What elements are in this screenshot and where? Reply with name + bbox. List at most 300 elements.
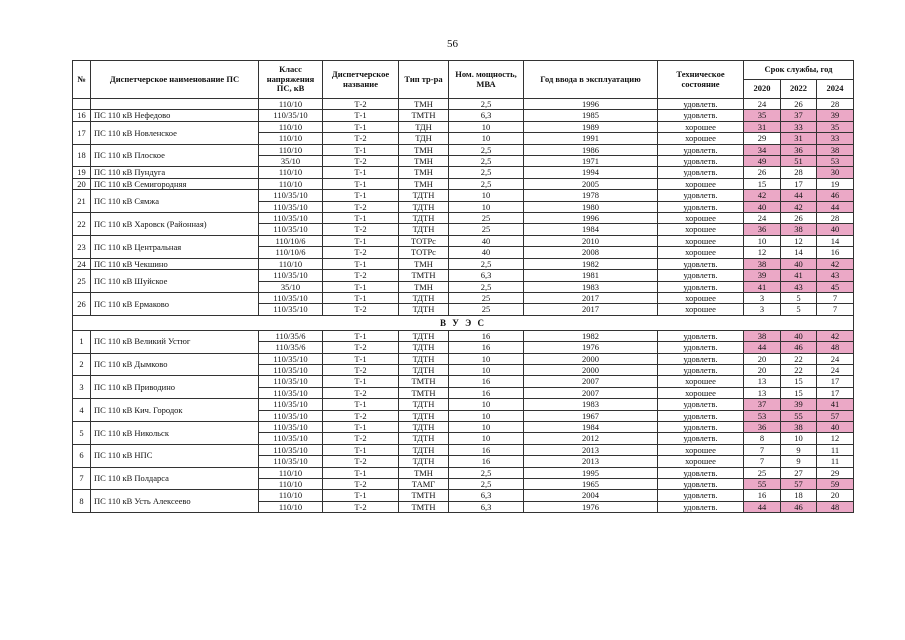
service-2020-cell: 36 <box>744 421 781 432</box>
disp-name-cell: Т-1 <box>323 281 399 292</box>
substation-number: 7 <box>73 467 91 490</box>
table-row <box>73 110 854 121</box>
substation-name: ПС 110 кВ Усть Алексеево <box>91 490 259 513</box>
year-cell: 2000 <box>524 353 658 364</box>
service-2022-cell: 10 <box>781 433 817 444</box>
power-cell: 16 <box>449 444 524 455</box>
power-cell: 16 <box>449 456 524 467</box>
service-2022-cell: 43 <box>781 281 817 292</box>
disp-name-cell: Т-1 <box>323 353 399 364</box>
service-2024-cell: 30 <box>817 167 854 178</box>
type-cell: ТДТН <box>399 353 449 364</box>
voltage-cell: 110/35/10 <box>259 304 323 315</box>
state-cell: хорошее <box>658 304 744 315</box>
section-label: В У Э С <box>73 315 854 330</box>
service-2020-cell: 24 <box>744 213 781 224</box>
disp-name-cell: Т-2 <box>323 456 399 467</box>
voltage-cell: 110/10 <box>259 144 323 155</box>
substation-number: 20 <box>73 178 91 189</box>
state-cell: удовлетв. <box>658 156 744 167</box>
service-2020-cell: 20 <box>744 353 781 364</box>
power-cell: 10 <box>449 133 524 144</box>
disp-name-cell: Т-1 <box>323 376 399 387</box>
voltage-cell: 110/35/10 <box>259 353 323 364</box>
substation-number: 1 <box>73 330 91 353</box>
service-2020-cell: 20 <box>744 364 781 375</box>
header-state: Техническое состояние <box>658 61 744 99</box>
type-cell: ТДТН <box>399 399 449 410</box>
service-2024-cell: 33 <box>817 133 854 144</box>
service-2022-cell: 22 <box>781 353 817 364</box>
state-cell: хорошее <box>658 387 744 398</box>
disp-name-cell: Т-2 <box>323 99 399 110</box>
service-2020-cell: 7 <box>744 444 781 455</box>
table-row <box>73 399 854 410</box>
year-cell: 1976 <box>524 342 658 353</box>
disp-name-cell: Т-1 <box>323 110 399 121</box>
year-cell: 2007 <box>524 376 658 387</box>
service-2020-cell: 13 <box>744 376 781 387</box>
service-2020-cell: 7 <box>744 456 781 467</box>
table-row <box>73 444 854 455</box>
service-2020-cell: 13 <box>744 387 781 398</box>
table-row <box>73 292 854 303</box>
power-cell: 10 <box>449 364 524 375</box>
year-cell: 1984 <box>524 421 658 432</box>
voltage-cell: 110/35/10 <box>259 376 323 387</box>
voltage-cell: 110/35/10 <box>259 201 323 212</box>
voltage-cell: 110/35/10 <box>259 270 323 281</box>
service-2022-cell: 5 <box>781 292 817 303</box>
substation-table-container <box>72 60 853 513</box>
type-cell: ТАМГ <box>399 479 449 490</box>
disp-name-cell: Т-2 <box>323 387 399 398</box>
substation-number: 26 <box>73 292 91 315</box>
service-2024-cell: 44 <box>817 201 854 212</box>
type-cell: ТМН <box>399 144 449 155</box>
service-2024-cell: 53 <box>817 156 854 167</box>
disp-name-cell: Т-1 <box>323 258 399 269</box>
service-2024-cell: 39 <box>817 110 854 121</box>
type-cell: ТОТРс <box>399 247 449 258</box>
power-cell: 10 <box>449 399 524 410</box>
power-cell: 25 <box>449 304 524 315</box>
type-cell: ТДН <box>399 133 449 144</box>
state-cell: удовлетв. <box>658 467 744 478</box>
voltage-cell: 35/10 <box>259 281 323 292</box>
substation-name: ПС 110 кВ Великий Устюг <box>91 330 259 353</box>
service-2024-cell: 59 <box>817 479 854 490</box>
service-2022-cell: 28 <box>781 167 817 178</box>
disp-name-cell: Т-2 <box>323 156 399 167</box>
voltage-cell: 110/10 <box>259 133 323 144</box>
substation-name: ПС 110 кВ Плоское <box>91 144 259 167</box>
header-type: Тип тр-ра <box>399 61 449 99</box>
service-2022-cell: 36 <box>781 144 817 155</box>
power-cell: 25 <box>449 213 524 224</box>
disp-name-cell: Т-1 <box>323 213 399 224</box>
substation-number: 22 <box>73 213 91 236</box>
year-cell: 2008 <box>524 247 658 258</box>
service-2024-cell: 42 <box>817 258 854 269</box>
voltage-cell: 110/35/10 <box>259 190 323 201</box>
type-cell: ТДТН <box>399 456 449 467</box>
service-2022-cell: 40 <box>781 330 817 341</box>
power-cell: 10 <box>449 421 524 432</box>
year-cell: 2004 <box>524 490 658 501</box>
service-2024-cell: 45 <box>817 281 854 292</box>
service-2022-cell: 26 <box>781 99 817 110</box>
service-2020-cell: 38 <box>744 330 781 341</box>
substation-name: ПС 110 кВ Шуйское <box>91 270 259 293</box>
power-cell: 2,5 <box>449 281 524 292</box>
disp-name-cell: Т-1 <box>323 467 399 478</box>
voltage-cell: 110/35/10 <box>259 444 323 455</box>
table-row <box>73 467 854 478</box>
service-2020-cell: 3 <box>744 292 781 303</box>
service-2022-cell: 46 <box>781 342 817 353</box>
year-cell: 1991 <box>524 133 658 144</box>
disp-name-cell: Т-2 <box>323 342 399 353</box>
state-cell: удовлетв. <box>658 399 744 410</box>
disp-name-cell: Т-1 <box>323 292 399 303</box>
service-2020-cell: 40 <box>744 201 781 212</box>
service-2024-cell: 35 <box>817 121 854 132</box>
service-2020-cell: 42 <box>744 190 781 201</box>
service-2022-cell: 55 <box>781 410 817 421</box>
service-2024-cell: 28 <box>817 99 854 110</box>
substation-number: 19 <box>73 167 91 178</box>
state-cell: удовлетв. <box>658 479 744 490</box>
service-2024-cell: 17 <box>817 387 854 398</box>
state-cell: удовлетв. <box>658 167 744 178</box>
substation-number: 17 <box>73 121 91 144</box>
power-cell: 2,5 <box>449 479 524 490</box>
service-2024-cell: 11 <box>817 456 854 467</box>
substation-name: ПС 110 кВ Приводино <box>91 376 259 399</box>
power-cell: 10 <box>449 353 524 364</box>
service-2022-cell: 41 <box>781 270 817 281</box>
state-cell: хорошее <box>658 213 744 224</box>
header-year: Год ввода в эксплуатацию <box>524 61 658 99</box>
substation-name: ПС 110 кВ НПС <box>91 444 259 467</box>
substation-name: ПС 110 кВ Ермаково <box>91 292 259 315</box>
voltage-cell: 110/35/6 <box>259 342 323 353</box>
service-2020-cell: 41 <box>744 281 781 292</box>
disp-name-cell: Т-2 <box>323 304 399 315</box>
substation-number: 6 <box>73 444 91 467</box>
disp-name-cell: Т-2 <box>323 433 399 444</box>
state-cell: хорошее <box>658 456 744 467</box>
service-2024-cell: 11 <box>817 444 854 455</box>
voltage-cell: 110/10/6 <box>259 235 323 246</box>
voltage-cell: 110/10 <box>259 501 323 512</box>
table-row <box>73 190 854 201</box>
page-number: 56 <box>447 38 458 50</box>
year-cell: 2013 <box>524 444 658 455</box>
power-cell: 25 <box>449 292 524 303</box>
service-2020-cell: 3 <box>744 304 781 315</box>
year-cell: 2005 <box>524 178 658 189</box>
power-cell: 2,5 <box>449 99 524 110</box>
voltage-cell: 110/10 <box>259 490 323 501</box>
service-2020-cell: 15 <box>744 178 781 189</box>
state-cell: удовлетв. <box>658 281 744 292</box>
substation-name: ПС 110 кВ Сямжа <box>91 190 259 213</box>
power-cell: 10 <box>449 433 524 444</box>
service-2020-cell: 44 <box>744 501 781 512</box>
year-cell: 1983 <box>524 281 658 292</box>
disp-name-cell: Т-1 <box>323 444 399 455</box>
power-cell: 2,5 <box>449 144 524 155</box>
service-2020-cell: 16 <box>744 490 781 501</box>
service-2022-cell: 27 <box>781 467 817 478</box>
disp-name-cell: Т-1 <box>323 399 399 410</box>
header-voltage: Класс напряжения ПС, кВ <box>259 61 323 99</box>
voltage-cell: 110/35/10 <box>259 399 323 410</box>
type-cell: ТОТРс <box>399 235 449 246</box>
type-cell: ТМН <box>399 167 449 178</box>
service-2022-cell: 33 <box>781 121 817 132</box>
voltage-cell: 110/10 <box>259 167 323 178</box>
disp-name-cell: Т-1 <box>323 235 399 246</box>
type-cell: ТМТН <box>399 270 449 281</box>
service-2020-cell: 44 <box>744 342 781 353</box>
table-row <box>73 178 854 189</box>
service-2024-cell: 16 <box>817 247 854 258</box>
year-cell: 1982 <box>524 258 658 269</box>
voltage-cell: 110/10 <box>259 121 323 132</box>
substation-name: ПС 110 кВ Чекшино <box>91 258 259 269</box>
substation-number: 4 <box>73 399 91 422</box>
year-cell: 2017 <box>524 292 658 303</box>
year-cell: 1982 <box>524 330 658 341</box>
service-2020-cell: 25 <box>744 467 781 478</box>
service-2020-cell: 34 <box>744 144 781 155</box>
year-cell: 1986 <box>524 144 658 155</box>
year-cell: 2007 <box>524 387 658 398</box>
voltage-cell: 110/35/10 <box>259 421 323 432</box>
disp-name-cell: Т-1 <box>323 421 399 432</box>
type-cell: ТМТН <box>399 110 449 121</box>
disp-name-cell: Т-2 <box>323 247 399 258</box>
service-2022-cell: 37 <box>781 110 817 121</box>
service-2024-cell: 7 <box>817 304 854 315</box>
power-cell: 2,5 <box>449 167 524 178</box>
header-service: Срок службы, год <box>744 61 854 80</box>
year-cell: 1967 <box>524 410 658 421</box>
section-row <box>73 315 854 330</box>
substation-number: 25 <box>73 270 91 293</box>
header-year-2022: 2022 <box>781 80 817 99</box>
voltage-cell: 110/10 <box>259 178 323 189</box>
table-body-part-1 <box>73 99 854 316</box>
service-2020-cell: 12 <box>744 247 781 258</box>
voltage-cell: 110/35/10 <box>259 456 323 467</box>
service-2020-cell: 38 <box>744 258 781 269</box>
header-name: Диспетчерское наименование ПС <box>91 61 259 99</box>
service-2022-cell: 31 <box>781 133 817 144</box>
substation-name: ПС 110 кВ Пундуга <box>91 167 259 178</box>
table-row <box>73 270 854 281</box>
header-power: Ном. мощность, МВА <box>449 61 524 99</box>
disp-name-cell: Т-1 <box>323 178 399 189</box>
voltage-cell: 110/35/6 <box>259 330 323 341</box>
year-cell: 1978 <box>524 190 658 201</box>
type-cell: ТДТН <box>399 304 449 315</box>
type-cell: ТДТН <box>399 330 449 341</box>
type-cell: ТДТН <box>399 292 449 303</box>
type-cell: ТДТН <box>399 224 449 235</box>
voltage-cell: 110/10 <box>259 479 323 490</box>
disp-name-cell: Т-1 <box>323 490 399 501</box>
year-cell: 2010 <box>524 235 658 246</box>
power-cell: 2,5 <box>449 258 524 269</box>
service-2020-cell: 26 <box>744 167 781 178</box>
type-cell: ТДТН <box>399 433 449 444</box>
voltage-cell: 110/35/10 <box>259 213 323 224</box>
table-body-part-2 <box>73 330 854 513</box>
state-cell: удовлетв. <box>658 258 744 269</box>
service-2024-cell: 20 <box>817 490 854 501</box>
substation-number: 8 <box>73 490 91 513</box>
disp-name-cell: Т-1 <box>323 190 399 201</box>
power-cell: 16 <box>449 387 524 398</box>
service-2022-cell: 46 <box>781 501 817 512</box>
year-cell: 2017 <box>524 304 658 315</box>
type-cell: ТМН <box>399 99 449 110</box>
service-2022-cell: 38 <box>781 421 817 432</box>
disp-name-cell: Т-2 <box>323 364 399 375</box>
type-cell: ТМН <box>399 467 449 478</box>
service-2024-cell: 14 <box>817 235 854 246</box>
service-2022-cell: 22 <box>781 364 817 375</box>
voltage-cell: 110/35/10 <box>259 433 323 444</box>
power-cell: 40 <box>449 235 524 246</box>
service-2024-cell: 41 <box>817 399 854 410</box>
service-2024-cell: 12 <box>817 433 854 444</box>
substation-name: ПС 110 кВ Дымково <box>91 353 259 376</box>
voltage-cell: 110/35/10 <box>259 387 323 398</box>
service-2022-cell: 26 <box>781 213 817 224</box>
header-year-2024: 2024 <box>817 80 854 99</box>
disp-name-cell: Т-1 <box>323 330 399 341</box>
state-cell: удовлетв. <box>658 433 744 444</box>
state-cell: удовлетв. <box>658 270 744 281</box>
substation-name: ПС 110 кВ Семигородняя <box>91 178 259 189</box>
substation-number: 21 <box>73 190 91 213</box>
state-cell: хорошее <box>658 292 744 303</box>
table-row <box>73 144 854 155</box>
service-2024-cell: 40 <box>817 224 854 235</box>
state-cell: хорошее <box>658 121 744 132</box>
type-cell: ТМТН <box>399 490 449 501</box>
state-cell: удовлетв. <box>658 364 744 375</box>
disp-name-cell: Т-2 <box>323 224 399 235</box>
service-2022-cell: 57 <box>781 479 817 490</box>
year-cell: 1980 <box>524 201 658 212</box>
state-cell: удовлетв. <box>658 342 744 353</box>
service-2024-cell: 24 <box>817 353 854 364</box>
state-cell: удовлетв. <box>658 353 744 364</box>
state-cell: удовлетв. <box>658 490 744 501</box>
service-2024-cell: 29 <box>817 467 854 478</box>
disp-name-cell: Т-2 <box>323 479 399 490</box>
disp-name-cell: Т-1 <box>323 144 399 155</box>
power-cell: 25 <box>449 224 524 235</box>
power-cell: 10 <box>449 410 524 421</box>
table-row <box>73 235 854 246</box>
header-year-2020: 2020 <box>744 80 781 99</box>
service-2024-cell: 19 <box>817 178 854 189</box>
state-cell: удовлетв. <box>658 410 744 421</box>
table-row <box>73 353 854 364</box>
year-cell: 1981 <box>524 270 658 281</box>
power-cell: 2,5 <box>449 178 524 189</box>
year-cell: 1976 <box>524 501 658 512</box>
disp-name-cell: Т-1 <box>323 167 399 178</box>
service-2024-cell: 7 <box>817 292 854 303</box>
type-cell: ТМН <box>399 258 449 269</box>
service-2020-cell: 35 <box>744 110 781 121</box>
state-cell: удовлетв. <box>658 190 744 201</box>
year-cell: 1984 <box>524 224 658 235</box>
service-2020-cell: 31 <box>744 121 781 132</box>
service-2022-cell: 18 <box>781 490 817 501</box>
service-2022-cell: 38 <box>781 224 817 235</box>
year-cell: 1985 <box>524 110 658 121</box>
power-cell: 10 <box>449 190 524 201</box>
service-2024-cell: 28 <box>817 213 854 224</box>
state-cell: хорошее <box>658 224 744 235</box>
substation-number: 3 <box>73 376 91 399</box>
service-2020-cell: 10 <box>744 235 781 246</box>
type-cell: ТДТН <box>399 444 449 455</box>
disp-name-cell: Т-1 <box>323 121 399 132</box>
header-disp-name: Диспетчерское название <box>323 61 399 99</box>
section-row-group <box>73 315 854 330</box>
table-row <box>73 490 854 501</box>
service-2024-cell: 48 <box>817 501 854 512</box>
disp-name-cell: Т-2 <box>323 410 399 421</box>
service-2022-cell: 39 <box>781 399 817 410</box>
service-2022-cell: 51 <box>781 156 817 167</box>
type-cell: ТДН <box>399 121 449 132</box>
type-cell: ТМТН <box>399 501 449 512</box>
year-cell: 1994 <box>524 167 658 178</box>
substation-number: 2 <box>73 353 91 376</box>
power-cell: 16 <box>449 342 524 353</box>
state-cell: удовлетв. <box>658 421 744 432</box>
substation-number <box>73 99 91 110</box>
substation-table <box>72 60 854 513</box>
voltage-cell: 110/10 <box>259 258 323 269</box>
disp-name-cell: Т-2 <box>323 501 399 512</box>
substation-number: 24 <box>73 258 91 269</box>
service-2024-cell: 57 <box>817 410 854 421</box>
substation-name: ПС 110 кВ Кич. Городок <box>91 399 259 422</box>
substation-number: 23 <box>73 235 91 258</box>
substation-name: ПС 110 кВ Полдарса <box>91 467 259 490</box>
table-row <box>73 376 854 387</box>
service-2022-cell: 14 <box>781 247 817 258</box>
service-2020-cell: 39 <box>744 270 781 281</box>
power-cell: 6,3 <box>449 490 524 501</box>
type-cell: ТДТН <box>399 421 449 432</box>
disp-name-cell: Т-2 <box>323 201 399 212</box>
substation-name: ПС 110 кВ Центральная <box>91 235 259 258</box>
service-2024-cell: 43 <box>817 270 854 281</box>
